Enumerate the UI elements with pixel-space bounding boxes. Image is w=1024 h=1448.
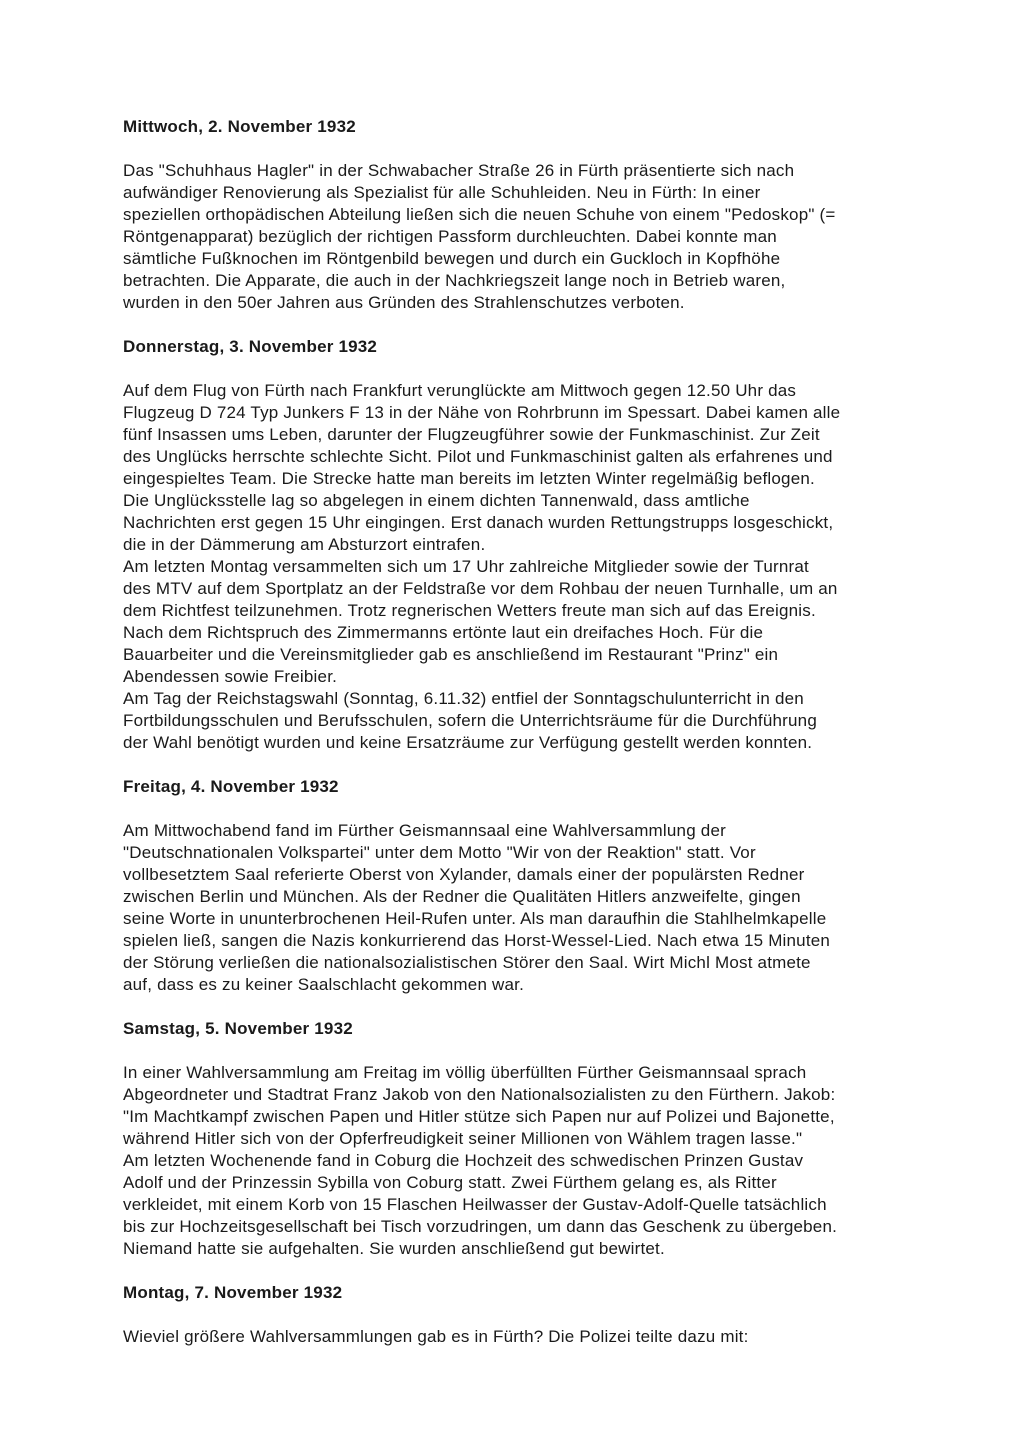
text-line: zwischen Berlin und München. Als der Redner die Qualitäten Hitlers anzweifelte, gingen <box>123 887 801 906</box>
text-line: Am Tag der Reichstagswahl (Sonntag, 6.11.32) entfiel der Sonntagschulunterricht in den <box>123 689 804 708</box>
section-heading: Samstag, 5. November 1932 <box>123 1019 353 1038</box>
text-line: Bauarbeiter und die Vereinsmitglieder gab es anschließend im Restaurant "Prinz" ein <box>123 645 779 664</box>
text-line: speziellen orthopädischen Abteilung ließen sich die neuen Schuhe von einem "Pedoskop" (= <box>123 205 836 224</box>
text-line: "Deutschnationalen Volkspartei" unter dem Motto "Wir von der Reaktion" statt. Vor <box>123 843 756 862</box>
text-line: vollbesetztem Saal referierte Oberst von Xylander, damals einer der populärsten Redner <box>123 865 805 884</box>
section-paragraph <box>123 160 964 314</box>
text-line: Das "Schuhhaus Hagler" in der Schwabacher Straße 26 in Fürth präsentierte sich nach <box>123 161 795 180</box>
text-line: Am Mittwochabend fand im Fürther Geismannsaal eine Wahlversammlung der <box>123 821 726 840</box>
text-line: eingespieltes Team. Die Strecke hatte man bereits im letzten Winter regelmäßig beflogen. <box>123 469 815 488</box>
text-line: Röntgenapparat) bezüglich der richtigen Passform durchleuchten. Dabei konnte man <box>123 227 777 246</box>
text-line: Niemand hatte sie aufgehalten. Sie wurden anschließend gut bewirtet. <box>123 1239 665 1258</box>
text-line: Wieviel größere Wahlversammlungen gab es in Fürth? Die Polizei teilte dazu mit: <box>123 1327 749 1346</box>
text-line: verkleidet, mit einem Korb von 15 Flaschen Heilwasser der Gustav-Adolf-Quelle tatsächlich <box>123 1195 827 1214</box>
text-line: aufwändiger Renovierung als Spezialist für alle Schuhleiden. Neu in Fürth: In einer <box>123 183 761 202</box>
text-line: betrachten. Die Apparate, die auch in der Nachkriegszeit lange noch in Betrieb waren, <box>123 271 786 290</box>
text-line: Nach dem Richtspruch des Zimmermanns ertönte laut ein dreifaches Hoch. Für die <box>123 623 764 642</box>
text-line: Flugzeug D 724 Typ Junkers F 13 in der Nähe von Rohrbrunn im Spessart. Dabei kamen alle <box>123 403 841 422</box>
text-line: Abgeordneter und Stadtrat Franz Jakob von den Nationalsozialisten zu den Fürthern. Jakob: <box>123 1085 836 1104</box>
text-line: des MTV auf dem Sportplatz an der Feldstraße vor dem Rohbau der neuen Turnhalle, um an <box>123 579 838 598</box>
text-line: Am letzten Montag versammelten sich um 17 Uhr zahlreiche Mitglieder sowie der Turnrat <box>123 557 809 576</box>
text-line: des Unglücks herrschte schlechte Sicht. Pilot und Funkmaschinist galten als erfahrenes und <box>123 447 833 466</box>
text-line: fünf Insassen ums Leben, darunter der Flugzeugführer sowie der Funkmaschinist. Zur Zeit <box>123 425 820 444</box>
text-line: spielen ließ, sangen die Nazis konkurrierend das Horst-Wessel-Lied. Nach etwa 15 Minuten <box>123 931 831 950</box>
text-line: seine Worte in ununterbrochenen Heil-Rufen unter. Als man daraufhin die Stahlhelmkapelle <box>123 909 827 928</box>
section-paragraph <box>123 820 964 996</box>
text-line: der Wahl benötigt wurden und keine Ersatzräume zur Verfügung gestellt werden konnten. <box>123 733 813 752</box>
text-line: bis zur Hochzeitsgesellschaft bei Tisch vorzudringen, um dann das Geschenk zu übergeben. <box>123 1217 838 1236</box>
text-line: Abendessen sowie Freibier. <box>123 667 338 686</box>
text-line: wurden in den 50er Jahren aus Gründen des Strahlenschutzes verboten. <box>123 293 685 312</box>
text-line: Auf dem Flug von Fürth nach Frankfurt verunglückte am Mittwoch gegen 12.50 Uhr das <box>123 381 797 400</box>
section-heading: Mittwoch, 2. November 1932 <box>123 117 356 136</box>
text-line: während Hitler sich von der Opferfreudigkeit seiner Millionen von Wählem tragen lasse." <box>123 1129 803 1148</box>
text-line: "Im Machtkampf zwischen Papen und Hitler stütze sich Papen nur auf Polizei und Bajonette, <box>123 1107 835 1126</box>
text-line: dem Richtfest teilzunehmen. Trotz regnerischen Wetters freute man sich auf das Ereignis. <box>123 601 816 620</box>
text-line: Am letzten Wochenende fand in Coburg die Hochzeit des schwedischen Prinzen Gustav <box>123 1151 804 1170</box>
text-line: Adolf und der Prinzessin Sybilla von Coburg statt. Zwei Fürthem gelang es, als Ritter <box>123 1173 777 1192</box>
section-paragraph <box>123 380 964 754</box>
section-paragraph <box>123 1326 964 1348</box>
text-line: der Störung verließen die nationalsozialistischen Störer den Saal. Wirt Michl Most atmete <box>123 953 811 972</box>
text-line: sämtliche Fußknochen im Röntgenbild bewegen und durch ein Guckloch in Kopfhöhe <box>123 249 781 268</box>
text-line: Fortbildungsschulen und Berufsschulen, sofern die Unterrichtsräume für die Durchführung <box>123 711 817 730</box>
text-line: Nachrichten erst gegen 15 Uhr eingingen. Erst danach wurden Rettungstrupps losgeschickt, <box>123 513 834 532</box>
section-heading: Freitag, 4. November 1932 <box>123 777 339 796</box>
section-heading: Montag, 7. November 1932 <box>123 1283 343 1302</box>
text-line: auf, dass es zu keiner Saalschlacht gekommen war. <box>123 975 524 994</box>
text-line: Die Unglücksstelle lag so abgelegen in einem dichten Tannenwald, dass amtliche <box>123 491 750 510</box>
text-line: die in der Dämmerung am Absturzort eintrafen. <box>123 535 486 554</box>
text-line: In einer Wahlversammlung am Freitag im völlig überfüllten Fürther Geismannsaal sprach <box>123 1063 807 1082</box>
section-paragraph <box>123 1062 964 1260</box>
section-heading: Donnerstag, 3. November 1932 <box>123 337 378 356</box>
